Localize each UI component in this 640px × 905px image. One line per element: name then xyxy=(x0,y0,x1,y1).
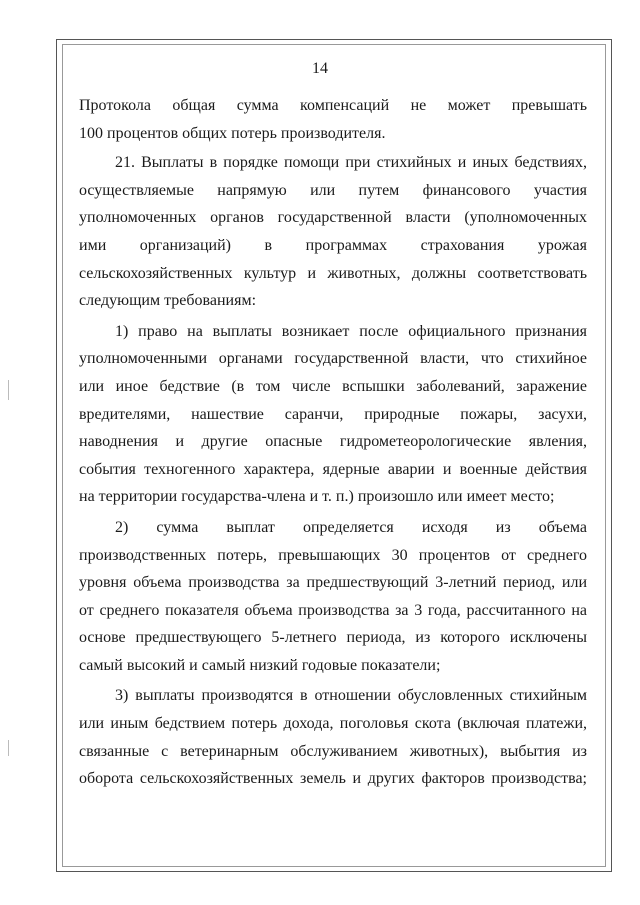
scan-artifact-mark xyxy=(8,380,9,400)
scan-artifact-mark xyxy=(8,740,9,756)
text-line: 1) право на выплаты возникает после официального признания xyxy=(115,322,587,340)
text-line: уполномоченными органами государственной власти, что стихийное xyxy=(79,350,587,368)
text-line: ими организаций) в программах страхования урожая xyxy=(79,236,587,254)
text-line: вредителями, нашествие саранчи, природные пожары, засухи, xyxy=(79,405,587,423)
text-line: или иным бедствием потерь дохода, поголовья скота (включая платежи, xyxy=(79,715,587,733)
text-line: оборота сельскохозяйственных земель и других факторов производства; xyxy=(79,770,587,788)
text-line: или иное бедствие (в том числе вспышки заболеваний, заражение xyxy=(79,377,587,395)
text-line: уполномоченных органов государственной власти (уполномоченных xyxy=(79,209,587,227)
text-line: от среднего показателя объема производства за 3 года, рассчитанного на xyxy=(79,601,587,619)
text-line: на территории государства-члена и т. п.) произошло или имеет место; xyxy=(79,488,555,506)
text-line: уровня объема производства за предшествующий 3-летний период, или xyxy=(79,574,587,592)
text-line: основе предшествующего 5-летнего периода, из которого исключены xyxy=(79,629,587,647)
text-line: сельскохозяйственных культур и животных, должны соответствовать xyxy=(79,264,587,282)
text-line: 3) выплаты производятся в отношении обусловленных стихийным xyxy=(115,687,587,705)
text-line: следующим требованиям: xyxy=(79,292,257,310)
page-number: 14 xyxy=(312,60,328,77)
document-body xyxy=(79,92,587,793)
text-line: 100 процентов общих потерь производителя. xyxy=(79,124,386,142)
text-line: наводнения и другие опасные гидрометеорологические явления, xyxy=(79,433,587,451)
text-line: Протокола общая сумма компенсаций не может превышать xyxy=(79,97,587,114)
text-line: 21. Выплаты в порядке помощи при стихийных и иных бедствиях, xyxy=(115,154,587,172)
text-line: события техногенного характера, ядерные аварии и военные действия xyxy=(79,460,587,478)
text-line: производственных потерь, превышающих 30 процентов от среднего xyxy=(79,546,587,564)
text-line: 2) сумма выплат определяется исходя из объема xyxy=(115,518,587,536)
text-line: связанные с ветеринарным обслуживанием животных), выбытия из xyxy=(79,742,587,760)
text-line: осуществляемые напрямую или путем финансового участия xyxy=(79,181,587,199)
text-line: самый высокий и самый низкий годовые показатели; xyxy=(79,656,441,674)
